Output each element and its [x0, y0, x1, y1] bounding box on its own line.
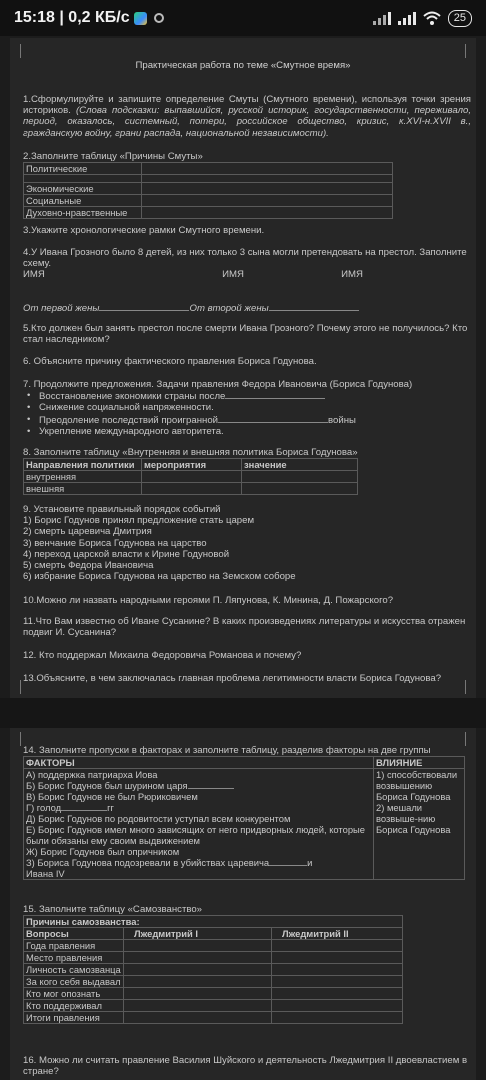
question-3: 3.Укажите хронологические рамки Смутного времени. — [23, 225, 265, 236]
question-8 — [23, 447, 471, 495]
table-header: ФАКТОРЫ — [24, 757, 374, 769]
table-cell-answer[interactable] — [272, 940, 403, 952]
answer-line[interactable] — [99, 302, 189, 311]
table-row-label: Кто поддерживал — [24, 1000, 124, 1012]
table-row-label: Экономические — [24, 183, 142, 195]
page-gap — [0, 698, 486, 728]
table-cell-answer[interactable] — [124, 940, 272, 952]
list-item: 3) венчание Бориса Годунова на царство — [23, 537, 207, 549]
policy-table — [23, 458, 358, 495]
table-cell-answer[interactable] — [142, 195, 393, 207]
table-cell-answer[interactable] — [142, 207, 393, 219]
name-slot: ИМЯ — [222, 269, 244, 281]
table-cell-answer[interactable] — [272, 1012, 403, 1024]
question-7 — [23, 379, 471, 437]
table-row-label: Духовно-нравственные — [24, 207, 142, 219]
table-cell-answer[interactable] — [242, 483, 358, 495]
tasks-list — [23, 390, 471, 437]
list-item: • Преодоление последствий проигранной войны — [23, 414, 471, 426]
question-1-text: 1.Сформулируйте и запишите определение Смуты (Смутного времени), используя точки зрения историков. — [23, 94, 471, 117]
impostors-table — [23, 915, 403, 1024]
question-14 — [23, 745, 471, 880]
influence-item: 1) способствовали возвышению Бориса Годунова — [376, 769, 458, 803]
question-13: 13.Объясните, в чем заключалась главная проблема легитимности власти Бориса Годунова? — [23, 673, 442, 684]
question-11: 11.Что Вам известно об Иване Сусанине? В каких произведениях литературы и искусства отражен подвиг И. Сусанина? — [23, 616, 466, 639]
question-16: 16. Можно ли считать правление Василия Шуйского и деятельность Лжедмитрия II двоевластием в стране? — [23, 1055, 468, 1078]
list-item: 4) переход царской власти к Ирине Годуновой — [23, 548, 230, 560]
table-row-label: Место правления — [24, 952, 124, 964]
answer-line[interactable] — [61, 802, 107, 811]
question-1-hint: (Слова подсказки: выпавшийся, русской историк, государственности, переживало, период, оказалось, системный, потери, российское общество, кризис, к.XVI-н.XVII в., гражданскую войну, грани распада, национальной независимости). — [23, 105, 471, 139]
question-15 — [23, 904, 471, 1024]
table-cell-answer[interactable] — [142, 175, 393, 183]
question-9 — [23, 504, 471, 582]
table-cell-answer[interactable] — [242, 471, 358, 483]
factor-item: З) Бориса Годунова подозревали в убийствах царевича и — [26, 857, 313, 869]
list-item: 5) смерть Федора Ивановича — [23, 560, 154, 572]
question-7-text: 7. Продолжите предложения. Задачи правления Федора Ивановича (Бориса Годунова) — [23, 379, 413, 390]
network-speed: 0,2 КБ/с — [68, 9, 130, 26]
app-notification-icon — [134, 12, 147, 25]
question-8-text: 8. Заполните таблицу «Внутренняя и внешняя политика Бориса Годунова» — [23, 447, 358, 458]
factor-item: Г) голод гг — [26, 802, 114, 814]
document-page-1 — [10, 38, 476, 698]
list-item: 1) Борис Годунов принял предложение стать царем — [23, 515, 255, 527]
table-cell-answer[interactable] — [142, 471, 242, 483]
table-header: Вопросы — [24, 928, 124, 940]
table-cell-answer[interactable] — [124, 988, 272, 1000]
table-row-label: Года правления — [24, 940, 124, 952]
factor-item: Е) Борис Годунов имел много зависящих от него придворных людей, которые были обязаны ему своим выдвижением — [26, 824, 365, 847]
table-cell-answer[interactable] — [124, 952, 272, 964]
table-cell-answer[interactable] — [142, 163, 393, 175]
answer-line[interactable] — [188, 780, 234, 789]
table-cell-answer[interactable] — [272, 1000, 403, 1012]
factor-item: Ж) Борис Годунов был опричником — [26, 846, 180, 858]
factor-item: Б) Борис Годунов был шурином царя — [26, 780, 371, 791]
first-wife-label: От первой жены — [23, 303, 100, 314]
battery-icon: 25 — [448, 10, 472, 27]
list-item: • Укрепление международного авторитета. — [23, 426, 471, 437]
signal-icon — [373, 12, 391, 25]
table-row-label: внутренняя — [24, 471, 142, 483]
list-item: 2) смерть царевича Дмитрия — [23, 526, 152, 538]
factor-item: Д) Борис Годунов по родовитости уступал всем конкурентом — [26, 813, 291, 825]
list-item: 6) избрание Бориса Годунова на царство на Земском соборе — [23, 571, 296, 583]
table-header: Лжедмитрий I — [124, 928, 272, 940]
table-row-label: Итоги правления — [24, 1012, 124, 1024]
list-item: • Восстановление экономики страны после — [23, 390, 471, 402]
question-1 — [23, 94, 471, 139]
table-row-label — [24, 175, 142, 183]
name-slot: ИМЯ — [341, 269, 363, 281]
table-header: Направления политики — [24, 459, 142, 471]
list-item: • Снижение социальной напряженности. — [23, 402, 471, 413]
table-cell-answer[interactable] — [272, 952, 403, 964]
table-cell-answer[interactable] — [142, 183, 393, 195]
question-14-text: 14. Заполните пропуски в факторах и заполните таблицу, разделив факторы на две группы — [23, 745, 431, 756]
table-cell-answer[interactable] — [124, 1000, 272, 1012]
status-bar: 15:18 | 0,2 КБ/с 25 — [0, 0, 486, 36]
question-10: 10.Можно ли назвать народными героями П. Ляпунова, К. Минина, Д. Пожарского? — [23, 595, 394, 606]
signal2-icon — [398, 12, 416, 25]
question-9-text: 9. Установите правильный порядок событий — [23, 504, 221, 515]
table-header: значение — [242, 459, 358, 471]
factor-item: В) Борис Годунов не был Рюриковичем — [26, 791, 198, 803]
table-row-label: Кто мог опознать — [24, 988, 124, 1000]
table-cell-answer[interactable] — [272, 964, 403, 976]
table-header: Лжедмитрий II — [272, 928, 403, 940]
table-cell-answer[interactable] — [124, 1012, 272, 1024]
influence-item: 2) мешали возвыше-нию Бориса Годунова — [376, 802, 451, 836]
sync-icon — [154, 13, 164, 23]
table-row-label: Политические — [24, 163, 142, 175]
question-2 — [23, 151, 471, 219]
table-row-label: Социальные — [24, 195, 142, 207]
name-slot: ИМЯ — [23, 269, 45, 281]
table-row-label: Личность самозванца — [24, 964, 124, 976]
table-header: мероприятия — [142, 459, 242, 471]
name-scheme — [23, 269, 363, 280]
answer-line[interactable] — [269, 857, 307, 866]
causes-table — [23, 162, 393, 219]
question-12: 12. Кто поддержал Михаила Федоровича Романова и почему? — [23, 650, 302, 661]
table-header: ВЛИЯНИЕ — [374, 757, 465, 769]
question-6: 6. Объясните причину фактического правления Бориса Годунова. — [23, 356, 317, 367]
factor-item: А) поддержка патриарха Иова — [26, 769, 158, 781]
table-cell-answer[interactable] — [124, 976, 272, 988]
wives-line — [23, 302, 471, 314]
table-row-label: внешняя — [24, 483, 142, 495]
second-wife-label: От второй жены — [189, 303, 269, 314]
question-4-text: 4.У Ивана Грозного было 8 детей, из них только 3 сына могли претендовать на престол. Заполните схему. — [23, 247, 467, 270]
table-cell-answer[interactable] — [124, 964, 272, 976]
table-header: Причины самозванства: — [24, 916, 403, 928]
document-title: Практическая работа по теме «Смутное время» — [135, 60, 351, 71]
influence-cell — [374, 769, 465, 880]
table-cell-answer[interactable] — [272, 988, 403, 1000]
factors-table — [23, 756, 465, 880]
status-time: 15:18 — [14, 9, 55, 26]
question-5: 5.Кто должен был занять престол после смерти Ивана Грозного? Почему этого не получилось? Кто стал наследником? — [23, 323, 468, 346]
table-cell-answer[interactable] — [272, 976, 403, 988]
question-2-text: 2.Заполните таблицу «Причины Смуты» — [23, 151, 203, 162]
table-row-label: За кого себя выдавал — [24, 976, 124, 988]
document-page-2 — [10, 728, 476, 1080]
factors-cell — [24, 769, 374, 880]
answer-line[interactable] — [225, 390, 325, 399]
answer-line[interactable] — [218, 414, 328, 423]
factor-item: Ивана IV — [26, 868, 65, 880]
answer-line[interactable] — [269, 302, 359, 311]
question-4 — [23, 247, 471, 281]
question-15-text: 15. Заполните таблицу «Самозванство» — [23, 904, 202, 915]
wifi-icon — [423, 11, 441, 25]
table-cell-answer[interactable] — [142, 483, 242, 495]
